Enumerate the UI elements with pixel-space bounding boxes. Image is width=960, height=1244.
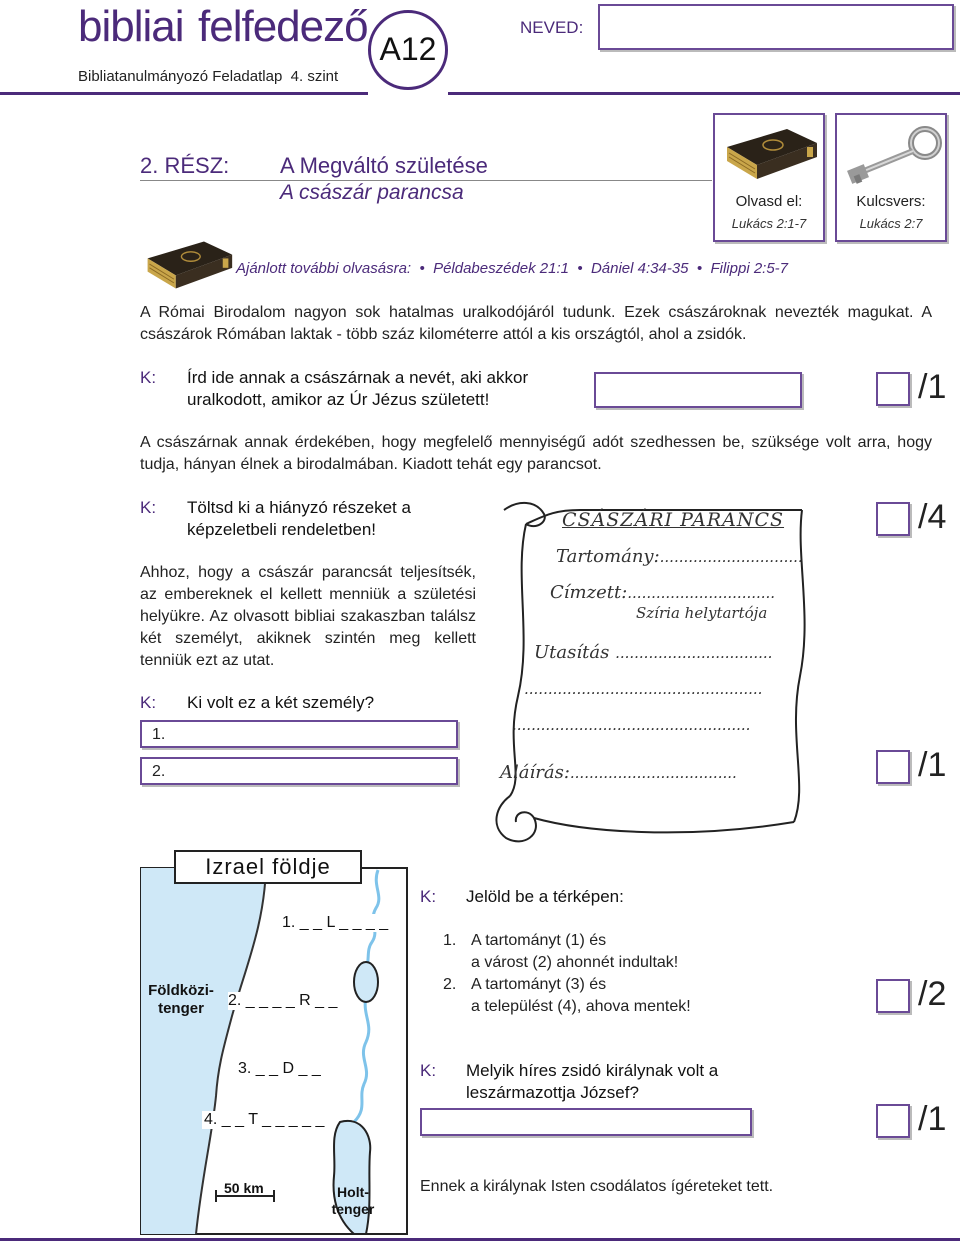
part-subtitle: A császár parancsa (280, 181, 464, 204)
name-label: NEVED: (520, 18, 584, 37)
further-ref-2: Dániel 4:34-35 (590, 260, 689, 277)
key-verse-box (835, 113, 947, 242)
q1-text: Írd ide annak a császárnak a nevét, aki akkor uralkodott, amikor az Úr Jézus született! (187, 368, 529, 409)
q4-item-2: 2. A tartományt (3) és a települést (4), ahova mentek! (443, 976, 691, 1015)
paragraph-3: Ahhoz, hogy a császár parancsát teljesítsék, az embereknek el kellett menniük a születési helyükre. Az olvasott bibliai szakaszban találsz két személyt, akiknek szintén meg kellett tenniük ezt az utat. (140, 564, 476, 669)
q5-score: /1 (918, 1100, 947, 1138)
q1-score: /1 (918, 368, 947, 406)
q3-prefix: K: (140, 693, 157, 712)
q4-prefix: K: (420, 887, 437, 906)
map-marker-4: 4. _ _ T _ _ _ _ _ (204, 1111, 325, 1128)
map-title: Izrael földje (174, 850, 362, 884)
map-marker-2: 2. _ _ _ _ R _ _ (228, 992, 338, 1009)
q4-score-box[interactable] (876, 979, 910, 1013)
closing-text: Ennek a királynak Isten csodálatos ígéreteket tett. (420, 1178, 774, 1195)
q3-score-box[interactable] (876, 750, 910, 784)
q1-answer-field[interactable] (594, 372, 802, 408)
header-divider (0, 92, 368, 95)
q3-text: Ki volt ez a két személy? (187, 693, 375, 712)
map-marker-1: 1. _ _ L _ _ _ _ (282, 914, 389, 931)
q2-prefix: K: (140, 498, 157, 517)
brand-word-1: bibliai (78, 2, 184, 51)
israel-map (140, 846, 408, 1236)
part-title: A Megváltó születése (280, 153, 488, 178)
q3-answer-1[interactable]: 1. (140, 720, 458, 748)
q4-score: /2 (918, 975, 947, 1013)
title-underline (140, 180, 712, 181)
bible-icon (721, 121, 819, 187)
q5-score-box[interactable] (876, 1104, 910, 1138)
scroll-signature: Aláírás:................................... (500, 762, 737, 783)
read-box (713, 113, 825, 242)
paragraph-2: A császárnak annak érdekében, hogy megfelelő mennyiségű adót szedhessen be, szüksége volt arra, hogy tudja, hányan élnek a birodalmában. Kiadott tehát egy parancsot. (140, 434, 932, 473)
key-icon (841, 121, 945, 187)
subtitle: Bibliatanulmányozó Feladatlap 4. szint (78, 68, 339, 85)
scroll-recipient: Címzett:............................... (550, 582, 776, 603)
intro-paragraph: A Római Birodalom nagyon sok hatalmas uralkodójáról tudunk. Ezek császároknak nevezték magukat. A császárok Rómában laktak - több száz kilométerre attól a kis országtól, ahol a zsidók. (140, 304, 932, 343)
q2-score-box[interactable] (876, 502, 910, 536)
map-scale-label: 50 km (224, 1180, 264, 1196)
q2-score: /4 (918, 498, 947, 536)
read-ref: Lukács 2:1-7 (731, 216, 807, 231)
name-field[interactable] (598, 4, 954, 50)
bible-icon-further (140, 234, 236, 296)
q1-score-box[interactable] (876, 372, 910, 406)
q5-prefix: K: (420, 1061, 437, 1080)
q4-text: Jelöld be a térképen: (466, 887, 624, 906)
map-marker-3: 3. _ _ D _ _ (238, 1060, 321, 1077)
q3-score: /1 (918, 746, 947, 784)
brand-word-2: felfedező (198, 2, 368, 51)
part-label: 2. RÉSZ: (140, 153, 230, 178)
decree-scroll (484, 496, 814, 848)
brand-logo (78, 2, 378, 62)
read-label: Olvasd el: (735, 193, 803, 210)
key-ref: Lukács 2:7 (859, 216, 923, 231)
further-ref-3: Filippi 2:5-7 (710, 260, 789, 277)
q5-text: Melyik híres zsidó királynak volt a leszármazottja József? (466, 1061, 719, 1102)
q5-answer-field[interactable] (420, 1108, 752, 1136)
q1-prefix: K: (140, 368, 157, 387)
scroll-line-2: .................................................. (524, 680, 763, 698)
footer-divider (0, 1238, 960, 1241)
map-sea-label: Földközi-tenger (148, 982, 214, 1017)
key-label: Kulcsvers: (856, 193, 926, 210)
scroll-instruction: Utasítás ................................. (534, 642, 773, 663)
q2-text: Töltsd ki a hiányzó részeket a képzeletbeli rendeletben! (187, 498, 411, 539)
scroll-title: CSÁSZÁRI PARANCS (562, 509, 785, 531)
scroll-province: Tartomány:.............................. (556, 546, 803, 567)
scroll-line-3: .................................................. (512, 716, 751, 734)
q3-answer-2[interactable]: 2. (140, 757, 458, 785)
scroll-recipient-value: Szíria helytartója (636, 604, 768, 622)
q4-item-1: 1. A tartományt (1) és a várost (2) ahonnét indultak! (443, 932, 679, 971)
further-ref-1: Példabeszédek 21:1 (433, 260, 569, 277)
header-divider-right (448, 92, 960, 95)
level-badge: A12 (368, 10, 448, 90)
further-reading: Ajánlott további olvasásra: • Példabeszédek 21:1 • Dániel 4:34-35 • Filippi 2:5-7 (236, 260, 789, 277)
map-dead-sea-label: Holt-tenger (331, 1184, 375, 1217)
